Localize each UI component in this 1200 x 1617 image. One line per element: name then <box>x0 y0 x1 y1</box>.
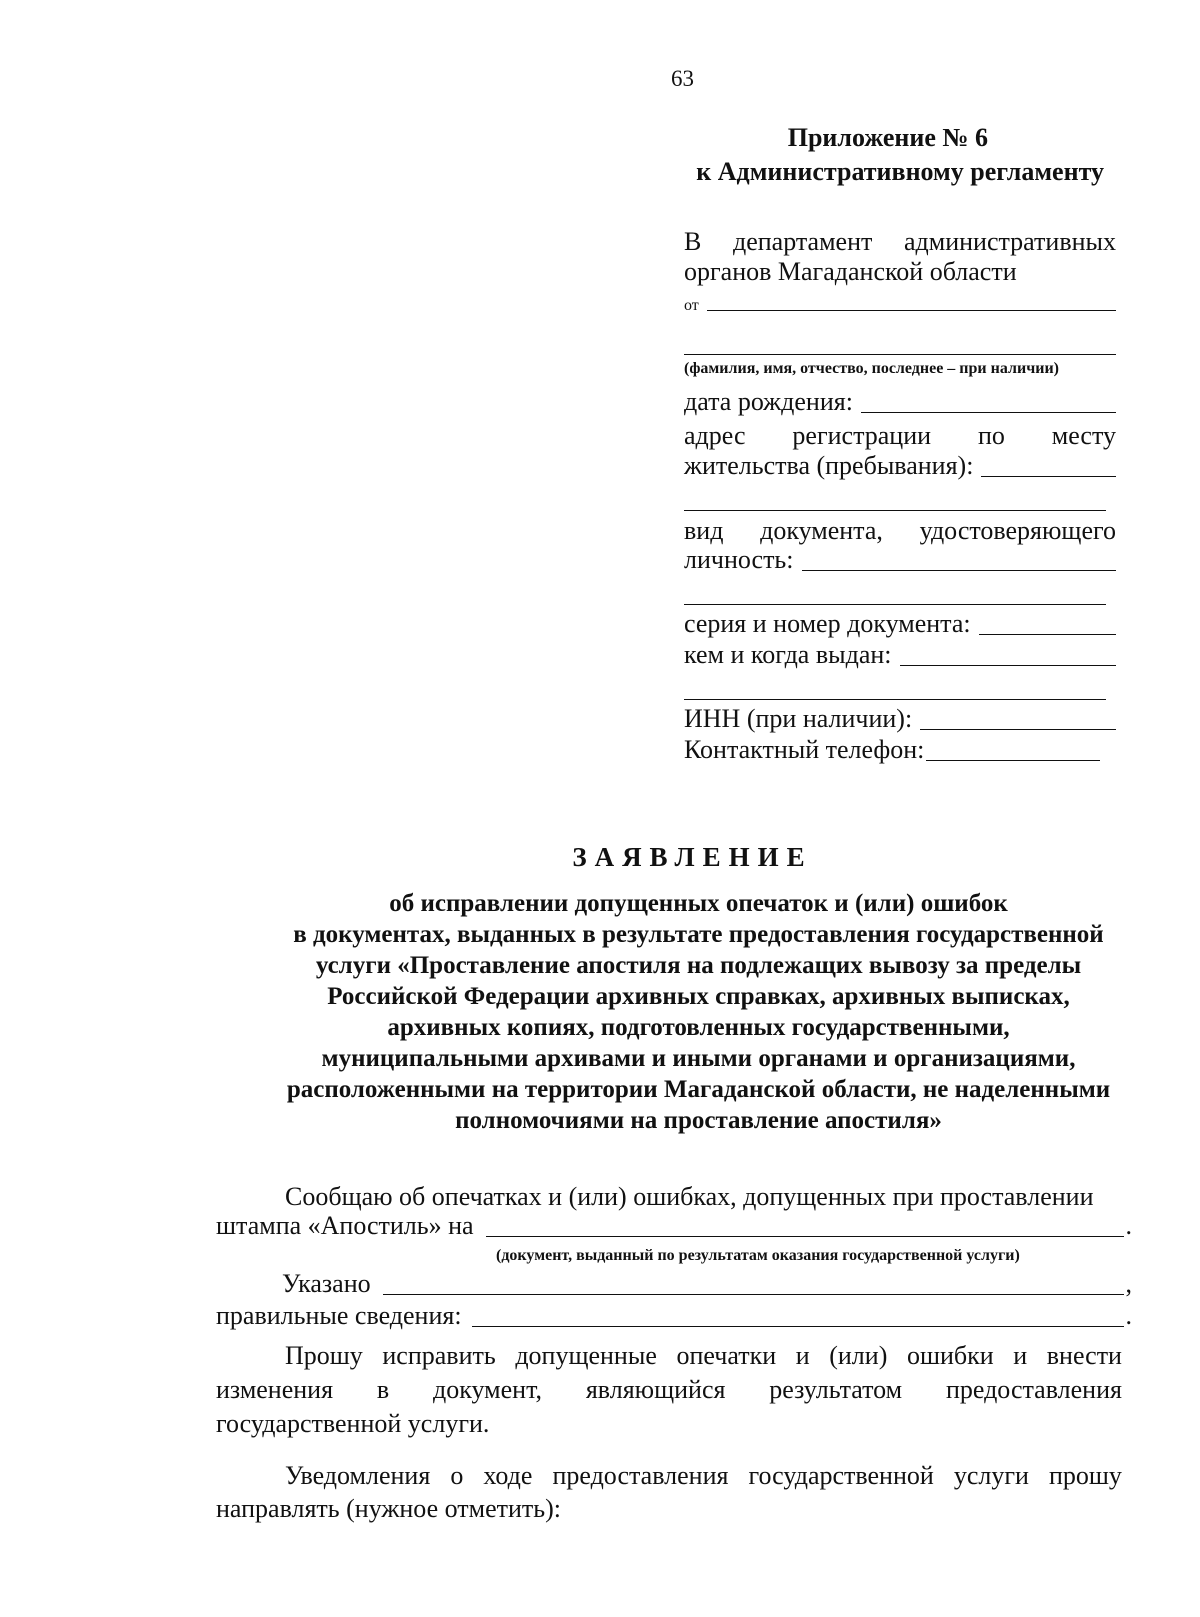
appendix-title: Приложение № 6 <box>787 123 988 152</box>
notification-paragraph-line-1: Уведомления о ходе предоставления государственной услуги прошу <box>285 1461 1122 1490</box>
issued-by-field[interactable]: кем и когда выдан: <box>684 641 1116 672</box>
from-underline <box>707 310 1116 311</box>
id-document-line-1: вид документа, удостоверяющего <box>684 516 1116 545</box>
phone-field[interactable]: Контактный телефон: <box>684 736 1100 767</box>
name-caption: (фамилия, имя, отчество, последнее – при наличии) <box>684 360 1059 377</box>
request-paragraph-line-1: Прошу исправить допущенные опечатки и (или) ошибки и внести <box>285 1341 1122 1370</box>
addressee-line-2: органов Магаданской области <box>684 257 1017 286</box>
appendix-subtitle: к Административному регламенту <box>696 157 1104 186</box>
name-underline[interactable] <box>684 354 1116 355</box>
inn-field[interactable]: ИНН (при наличии): <box>684 705 1116 736</box>
registration-underline-2[interactable] <box>684 510 1106 511</box>
birth-date-field[interactable]: дата рождения: <box>684 388 1116 419</box>
document-subtitle: об исправлении допущенных опечаток и (или) ошибок в документах, выданных в результате предоставления государственной услуги «Проставление апостиля на подлежащих вывозу за пределы Российской Федерации архивных справках, архивных выписках, архивных копиях, подготовленных государственными, муниципальными архивами и иными органами и организациями, расположенными на территории Магаданской области, не наделенными полномочиями на проставление апостиля» <box>286 890 1111 1134</box>
correct-info-field[interactable]: правильные сведения: . <box>216 1301 1132 1330</box>
apostille-document-field[interactable]: штампа «Апостиль» на . <box>216 1211 1132 1240</box>
page-number: 63 <box>671 66 694 91</box>
series-number-field[interactable]: серия и номер документа: <box>684 610 1116 641</box>
notification-paragraph-line-2: направлять (нужное отметить): <box>216 1494 562 1523</box>
addressee-line-1: В департамент административных <box>684 227 1116 256</box>
registration-line-1: адрес регистрации по месту <box>684 421 1116 450</box>
report-paragraph-line-1: Сообщаю об опечатках и (или) ошибках, допущенных при проставлении <box>285 1182 1094 1211</box>
from-field[interactable]: от <box>684 286 1116 317</box>
indicated-field[interactable]: Указано , <box>282 1269 1132 1298</box>
issued-by-underline-2[interactable] <box>684 699 1106 700</box>
document-title: ЗАЯВЛЕНИЕ <box>572 842 813 872</box>
registration-field[interactable]: жительства (пребывания): <box>684 452 1116 483</box>
id-document-underline-2[interactable] <box>684 604 1106 605</box>
request-paragraph-line-2: изменения в документ, являющийся результатом предоставления <box>216 1375 1122 1404</box>
apostille-document-caption: (документ, выданный по результатам оказания государственной услуги) <box>496 1247 1020 1264</box>
id-document-field[interactable]: личность: <box>684 546 1116 577</box>
request-paragraph-line-3: государственной услуги. <box>216 1409 490 1438</box>
